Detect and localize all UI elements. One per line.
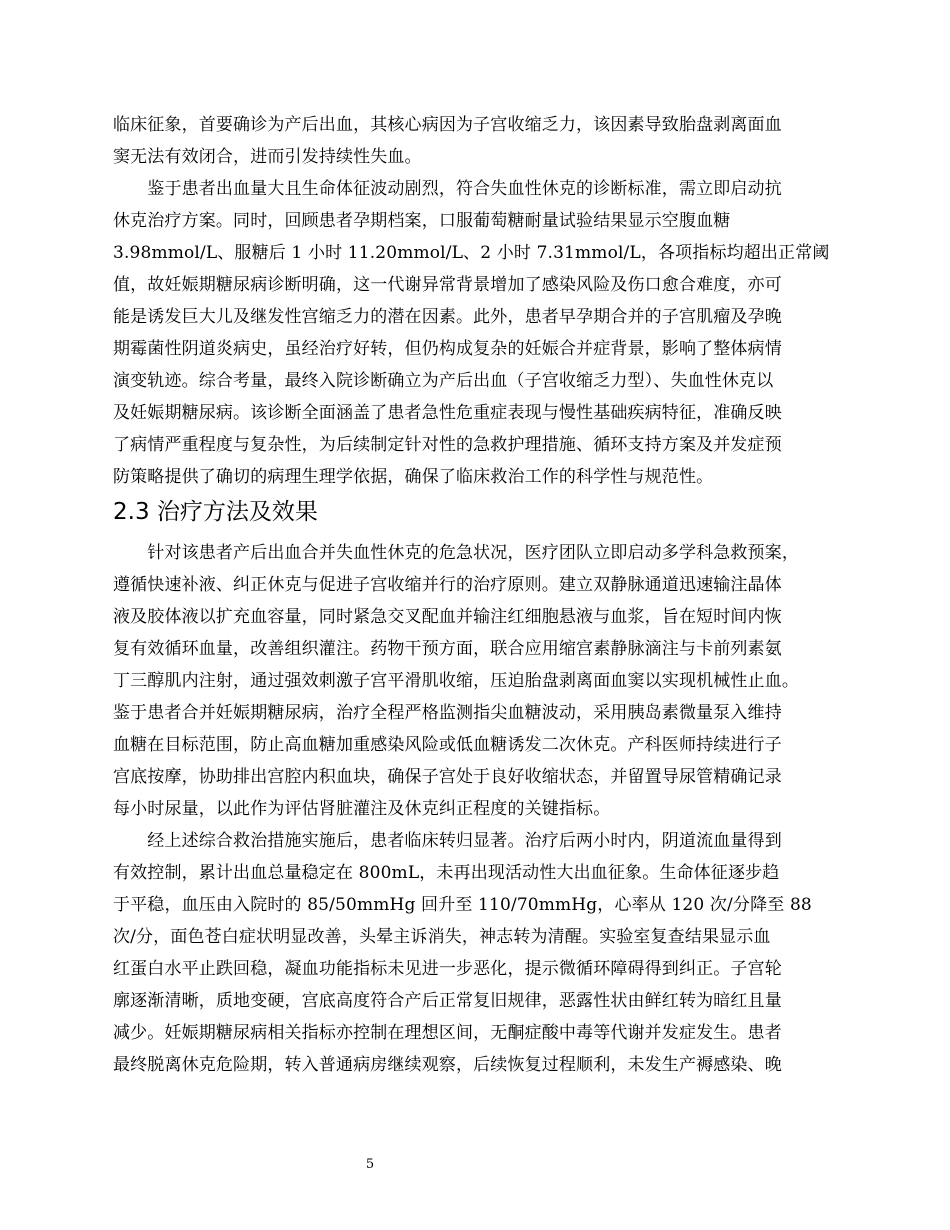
- text-line: 3.98mmol/L、服糖后 1 小时 11.20mmol/L、2 小时 7.31mmol/L，各项指标均超出正常阈: [113, 243, 830, 263]
- text-line: 遵循快速补液、纠正休克与促进子宫收缩并行的治疗原则。建立双静脉通道迅速输注晶体: [113, 575, 782, 595]
- text-line: 次/分，面色苍白症状明显改善，头晕主诉消失，神志转为清醒。实验室复查结果显示血: [113, 927, 771, 947]
- text-line: 休克治疗方案。同时，回顾患者孕期档案，口服葡萄糖耐量试验结果显示空腹血糖: [113, 211, 731, 231]
- text-line: 了病情严重程度与复杂性，为后续制定针对性的急救护理措施、循环支持方案及并发症预: [113, 435, 782, 455]
- text-line: 经上述综合救治措施实施后，患者临床转归显著。治疗后两小时内，阴道流血量得到: [113, 831, 782, 851]
- page-number: 5: [365, 1157, 375, 1172]
- text-line: 防策略提供了确切的病理生理学依据，确保了临床救治工作的科学性与规范性。: [113, 467, 714, 487]
- text-line: 血糖在目标范围，防止高血糖加重感染风险或低血糖诱发二次休克。产科医师持续进行子: [113, 735, 782, 755]
- text-line: 值，故妊娠期糖尿病诊断明确，这一代谢异常背景增加了感染风险及伤口愈合难度，亦可: [113, 275, 782, 295]
- text-line: 有效控制，累计出血总量稳定在 800mL，未再出现活动性大出血征象。生命体征逐步趋: [113, 863, 780, 883]
- text-line: 针对该患者产后出血合并失血性休克的危急状况，医疗团队立即启动多学科急救预案，: [113, 543, 799, 563]
- text-line: 减少。妊娠期糖尿病相关指标亦控制在理想区间，无酮症酸中毒等代谢并发症发生。患者: [113, 1023, 782, 1043]
- text-line: 廓逐渐清晰，质地变硬，宫底高度符合产后正常复旧规律，恶露性状由鲜红转为暗红且量: [113, 991, 782, 1011]
- text-line: 能是诱发巨大儿及继发性宫缩乏力的潜在因素。此外，患者早孕期合并的子宫肌瘤及孕晚: [113, 307, 782, 327]
- text-line: 及妊娠期糖尿病。该诊断全面涵盖了患者急性危重症表现与慢性基础疾病特征，准确反映: [113, 403, 782, 423]
- text-line: 复有效循环血量，改善组织灌注。药物干预方面，联合应用缩宫素静脉滴注与卡前列素氨: [113, 639, 782, 659]
- text-line: 演变轨迹。综合考量，最终入院诊断确立为产后出血（子宫收缩乏力型）、失血性休克以: [113, 371, 774, 391]
- text-line: 红蛋白水平止跌回稳，凝血功能指标未见进一步恶化，提示微循环障碍得到纠正。子宫轮: [113, 959, 782, 979]
- text-line: 宫底按摩，协助排出宫腔内积血块，确保子宫处于良好收缩状态，并留置导尿管精确记录: [113, 767, 782, 787]
- text-line: 最终脱离休克危险期，转入普通病房继续观察，后续恢复过程顺利，未发生产褥感染、晚: [113, 1055, 782, 1075]
- text-line: 丁三醇肌内注射，通过强效刺激子宫平滑肌收缩，压迫胎盘剥离面血窦以实现机械性止血。: [113, 671, 799, 691]
- text-line: 鉴于患者合并妊娠期糖尿病，治疗全程严格监测指尖血糖波动，采用胰岛素微量泵入维持: [113, 703, 782, 723]
- text-line: 期霉菌性阴道炎病史，虽经治疗好转，但仍构成复杂的妊娠合并症背景，影响了整体病情: [113, 339, 782, 359]
- text-line: 于平稳，血压由入院时的 85/50mmHg 回升至 110/70mmHg，心率从 120 次/分降至 88: [113, 895, 812, 915]
- text-line: 每小时尿量，以此作为评估肾脏灌注及休克纠正程度的关键指标。: [113, 799, 611, 819]
- text-line: 鉴于患者出血量大且生命体征波动剧烈，符合失血性休克的诊断标准，需立即启动抗: [113, 179, 782, 199]
- text-line: 窦无法有效闭合，进而引发持续性失血。: [113, 147, 422, 167]
- text-line: 液及胶体液以扩充血容量，同时紧急交叉配血并输注红细胞悬液与血浆，旨在短时间内恢: [113, 607, 782, 627]
- text-line: 临床征象，首要确诊为产后出血，其核心病因为子宫收缩乏力，该因素导致胎盘剥离面血: [113, 115, 782, 135]
- section-heading: 2.3 治疗方法及效果: [113, 499, 318, 525]
